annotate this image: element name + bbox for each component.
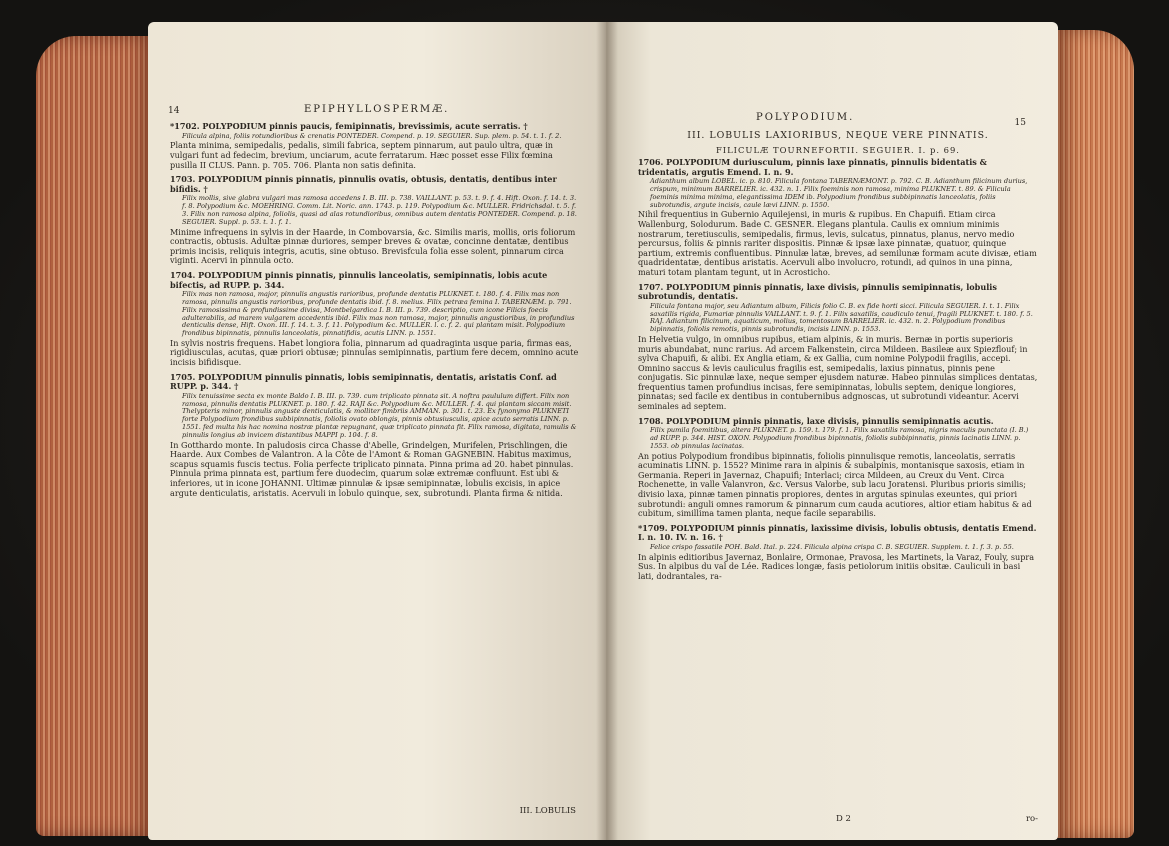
entry-1705 [170,373,580,499]
section-subtitle: FILICULÆ TOURNEFORTII. SEGUIER. I. p. 69. [716,145,960,155]
entry-lead: 1705. POLYPODIUM pinnulis pinnatis, lobis semipinnatis, dentatis, aristatis Conf. ad RUPP. p. 344. † [170,371,557,392]
text-column [638,130,1038,587]
entry-1708 [638,417,1038,519]
entry-synonyms: Filicula alpina, foliis rotundioribus & crenatis PONTEDER. Compend. p. 19. SEGUIER. Sup. plem. p. 54. t. 1. f. 2. [182,131,562,140]
entry-1702 [170,122,580,170]
entry-lead: 1703. POLYPODIUM pinnis pinnatis, pinnulis ovatis, obtusis, dentatis, dentibus inter bifidis. † [170,174,557,194]
text-column [170,122,580,503]
entry-1707 [638,283,1038,412]
entry-1703 [170,175,580,266]
book-gutter [596,22,618,840]
entry-lead: *1702. POLYPODIUM pinnis paucis, femipinnatis, brevissimis, acute serratis. † [170,121,528,131]
page-number: 15 [1014,118,1026,128]
catchword: III. LOBULIS [519,806,576,816]
entry-synonyms: Filix tenuissime secta ex monte Baldo I. B. III. p. 739. cum triplicato pinnata sit. A noftra paululum differt. Filix non ramosa, pinnulis dentatis PLUKNET. p. 180. f. 42. RAJI &c. Polypodium &c. MULLER. f. 4. qui plantam siccam misit. Thelypteris minor, pinnulis anguste denticulatis, & molliter fimbriis AMMAN. p. 301. t. 23. Ex fynonymo PLUKNETI forte Polypodium frondibus subbipinnatis, foliolis ovato oblongis, pinnis obtusiusculis, apice acuto serratis LINN. p. 1551. fed multa his hac nomina nostræ plantæ repugnant, quæ triplicato pinnata fit. Filix ramosa, digitata, ramulis & pinnulis longius ab invicem distantibus MAPPI p. 104. f. 8. [182,391,577,439]
page-edges-right [1056,30,1134,838]
entry-lead: *1709. POLYPODIUM pinnis pinnatis, laxissime divisis, lobulis obtusis, dentatis Emend. I. n. 10. IV. n. 16. † [638,522,1037,543]
entry-lead: 1704. POLYPODIUM pinnis pinnatis, pinnulis lanceolatis, semipinnatis, lobis acute bifectis, ad RUPP. p. 344. [170,269,548,290]
entry-1704 [170,271,580,368]
entry-synonyms: Filix mollis, sive glabra vulgari mas ramosa accedens I. B. III. p. 738. VAILLANT. p. 53. t. 9. f. 4. Hift. Oxon. f. 14. t. 3. f. 8. Polypodium &c. MOEHRING. Comm. Lit. Noric. ann. 1743. p. 119. Polypodium &c. MULLER. Fridrichsdal. t. 5. f. 3. Filix non ramosa alpina, foliolis, quasi ad alas rotundioribus, omnibus autem dentatis PONTEDER. Compend. p. 18. SEGUIER. Suppl. p. 53. t. 1. f. 1. [182,194,577,226]
catchword: ro- [1025,814,1038,824]
page-edges-left [36,36,154,836]
entry-synonyms: Filix mas non ramosa, major, pinnulis angustis rarioribus, profunde dentatis PLUKNET. t. 180. f. 4. Filix mas non ramosa, pinnulis angustis rarioribus, profunde dentatis ibid. f. 8. melius. Filix petræa femina I. TABERNÆM. p. 791. Filix ramosissima & profundissime divisa, Montbelgardica I. B. III. p. 739. descriptio, cum icone Filicis foecis adulterabilis, ad marem vulgarem accedentis ibid. Filix mas non ramosa, major, pinnulis angustioribus, in profundius denticulis dense, Hift. Oxon. III. f. 14. t. 3. f. 11. Polypodium &c. MULLER. l. c. f. 2. qui plantam misit. Polypodium frondibus bipinnatis, pinnulis lanceolatis, pinnatifidis, acutis LINN. p. 1551. [182,290,575,338]
entry-synonyms: Filix pumila foemitibus, altera PLUKNET. p. 159. t. 179. f. 1. Filix saxatilis ramosa, nigris maculis punctata (I. B.) ad RUPP. p. 344. HIST. OXON. Polypodium frondibus bipinnatis, foliolis subbipinnatis, pinnis lacinatis LINN. p. 1553. ob pinnulas lacinatas. [650,426,1029,450]
entry-lead: 1707. POLYPODIUM pinnis pinnatis, laxe divisis, pinnulis semipinnatis, lobulis subrotundis, dentatis. [638,281,997,302]
entry-1706 [638,158,1038,278]
open-book [36,12,1134,846]
entry-description: In Gotthardo monte. In paludosis circa Chasse d'Abelle, Grindelgen, Murifelen, Prischlingen, die Haarde. Aux Combes de Valantron. A la Côte de l'Amont & Roman GAGNEBIN. Habitus maximus, scapus squamis fuscis tectus. Folia perfecte triplicato pinnata. Pinna prima ad 20. habet pinnulas. Pinnula prima pinnata est, partium fere duodecim, quarum solæ extremæ confluunt. Est ubi & inferiores, ut in icone JOHANNI. Ultimæ pinnulæ & ipsæ semipinnatæ, lobulis excisis, in apice argute denticulatis, aristatis. Acervuli in lobulo quinque, sex, subrotundi. Planta firma & nitida. [170,439,574,498]
entry-description: In alpinis editioribus Javernaz, Bonlaire, Ormonae, Pravosa, les Martinets, la Varaz, Fouly, supra Sus. In alpibus du val de Lée. Radices longæ, fasis petiolorum initiis obsitæ. Cauliculi in basi lati, dodrantales, ra- [638,551,1035,581]
entry-description: Nihil frequentius in Gubernio Aquilejensi, in muris & rupibus. En Chapuifi. Etiam circa Wallenburg, Solodurum. Bade C. GESNER. Elegans plantula. Caulis ex omnium minimis nostrarum, teretiusculis, semipedalis, firmus, levis, sulcatus, pinnatus, planus, nervo medio percursus, foliis & pinnis rariter dispositis. Pinnæ & ipsæ laxe pinnatæ, quatuor, quinque partium, extremis confluentibus. Pinnulæ latæ, breves, ad semilunæ formam acute divisæ, etiam quadridentatæ, dentibus aristatis. Acervuli albo involucro, rotundi, ad quinos in una pinna, maturi totam plantam tegunt, ut in Acrosticho. [638,209,1037,277]
entry-description: In sylvis nostris frequens. Habet longiora folia, pinnarum ad quadraginta usque paria, firmas eas, rigidiusculas, acutas, quæ priori obtusæ; pinnulas semipinnatis, partium fere decem, omnino acute incisis bifidisque. [170,337,579,368]
running-head: EPIPHYLLOSPERMÆ. [304,104,450,115]
left-page [148,22,606,840]
right-page [606,22,1058,840]
entry-synonyms: Felice crispo fassatile POH. Bald. Ital. p. 224. Filicula alpina crispa C. B. SEGUIER. Supplem. t. 1. f. 3. p. 55. [650,542,1014,551]
entry-lead: 1708. POLYPODIUM pinnis pinnatis, laxe divisis, pinnulis semipinnatis acutis. [638,415,994,426]
entry-description: An potius Polypodium frondibus bipinnatis, foliolis pinnulisque remotis, lanceolatis, serratis acuminatis LINN. p. 1552? Minime rara in alpinis & subalpinis, montanisque saxosis, etiam in Germania. Reperi in Javernaz, Chapuifi; Interlaci; circa Mildeen, au Creux du Vent. Circa Rochenette, in valle Valanvron, &c. Versus Valorbe, sub lacu Joratensi. Pluribus prioris similis; divisio laxa, pinnæ tamen pinnatis propiores, dentes in argutas spinulas exeuntes, qui priori subrotundi: anguli omnes ramorum & pinnarum cum cauda acutiores, altior etiam habitus & ad cubitum, simillima tamen planta, neque facile separabilis. [638,450,1032,519]
section-title: III. LOBULIS LAXIORIBUS, NEQUE VERE PINNATIS. [687,130,989,141]
entry-description: In Helvetia vulgo, in omnibus rupibus, etiam alpinis, & in muris. Bernæ in portis superioris muris abundabat, nunc rarius. Ad arcem Falkenstein, circa Mildeen. Basileæ aux Spiezflouf; in sylva Chapuifi, & alibi. Ex Anglia etiam, & ex Gallia, cum nomine Polypodii fragilis, accepi. Omnino saccus & levis cauliculus fragilis est, semipedalis, laxius pinnatus, pinnis pene conjugatis. Sic pinnulæ laxe, neque semper ejusdem naturæ. Habeo pinnulas simplices dentatas, frequentius tamen profundius incisas, fere semipinnatas, lobulis septem, denique longiores, pinnatas; sed facile ex dentibus in contubernibus adgnoscas, ut subrotundi videantur. Acervi seminales ad septem. [638,333,1038,412]
entry-description: Minime infrequens in sylvis in der Haarde, in Combovarsia, &c. Similis maris, mollis, oris foliorum contractis, obtusis. Adultæ pinnæ duriores, semper breves & ovatæ, concinne dentatæ, dentibus primis incisis, reliquis integris, acutis, sine obtuso. Brevisfcula folia esse solent, pinnarum circa viginti. Acervi in pinnula octo. [170,226,576,266]
entry-synonyms: Filicula fontana major, seu Adiantum album, Filicis folio C. B. ex fide horti sicci. Filicula SEGUIER. I. t. 1. Filix saxatilis rigida, Fumariæ pinnulis VAILLANT. t. 9. f. 1. Filix saxatilis, caudiculo tenui, fragili PLUKNET. t. 180. f. 5. RAJ. Adiantum filicinum, aquaticum, molius, tomentosum BARRELIER. ic. 432. n. 2. Polypodium frondibus bipinnatis, foliolis remotis, pinnis subrotundis, incisis LINN. p. 1553. [650,301,1033,334]
page-number: 14 [168,106,180,116]
running-head: POLYPODIUM. [756,112,855,123]
signature-mark: D 2 [836,814,851,824]
entry-lead: 1706. POLYPODIUM duriusculum, pinnis laxe pinnatis, pinnulis bidentatis & tridentatis, argutis Emend. I. n. 9. [638,157,987,177]
entry-synonyms: Adianthum album LOBEL. ic. p. 810. Filicula fontana TABERNÆMONT. p. 792. C. B. Adianthum filicinum durius, crispum, minimum BARRELIER. ic. 432. n. 1. Filix foeminis non ramosa, minima PLUKNET. t. 89. & Filicula foeminis minima minima, elegantissima IDEM ib. Polypodium frondibus subbipinnatis lanceolatis, foliis subrotundis, argute incisis, caule lævi LINN. p. 1550. [650,177,1028,209]
entry-1709 [638,524,1038,582]
entry-description: Planta minima, semipedalis, pedalis, simili fabrica, septem pinnarum, aut paulo ultra, quæ in vulgari funt ad fedecim, brevium, unciarum, acute ferratarum. Hæc posset esse Filix fœmina pusilla II CLUS. Pann. p. 705. 706. Planta non satis definita. [170,140,553,170]
